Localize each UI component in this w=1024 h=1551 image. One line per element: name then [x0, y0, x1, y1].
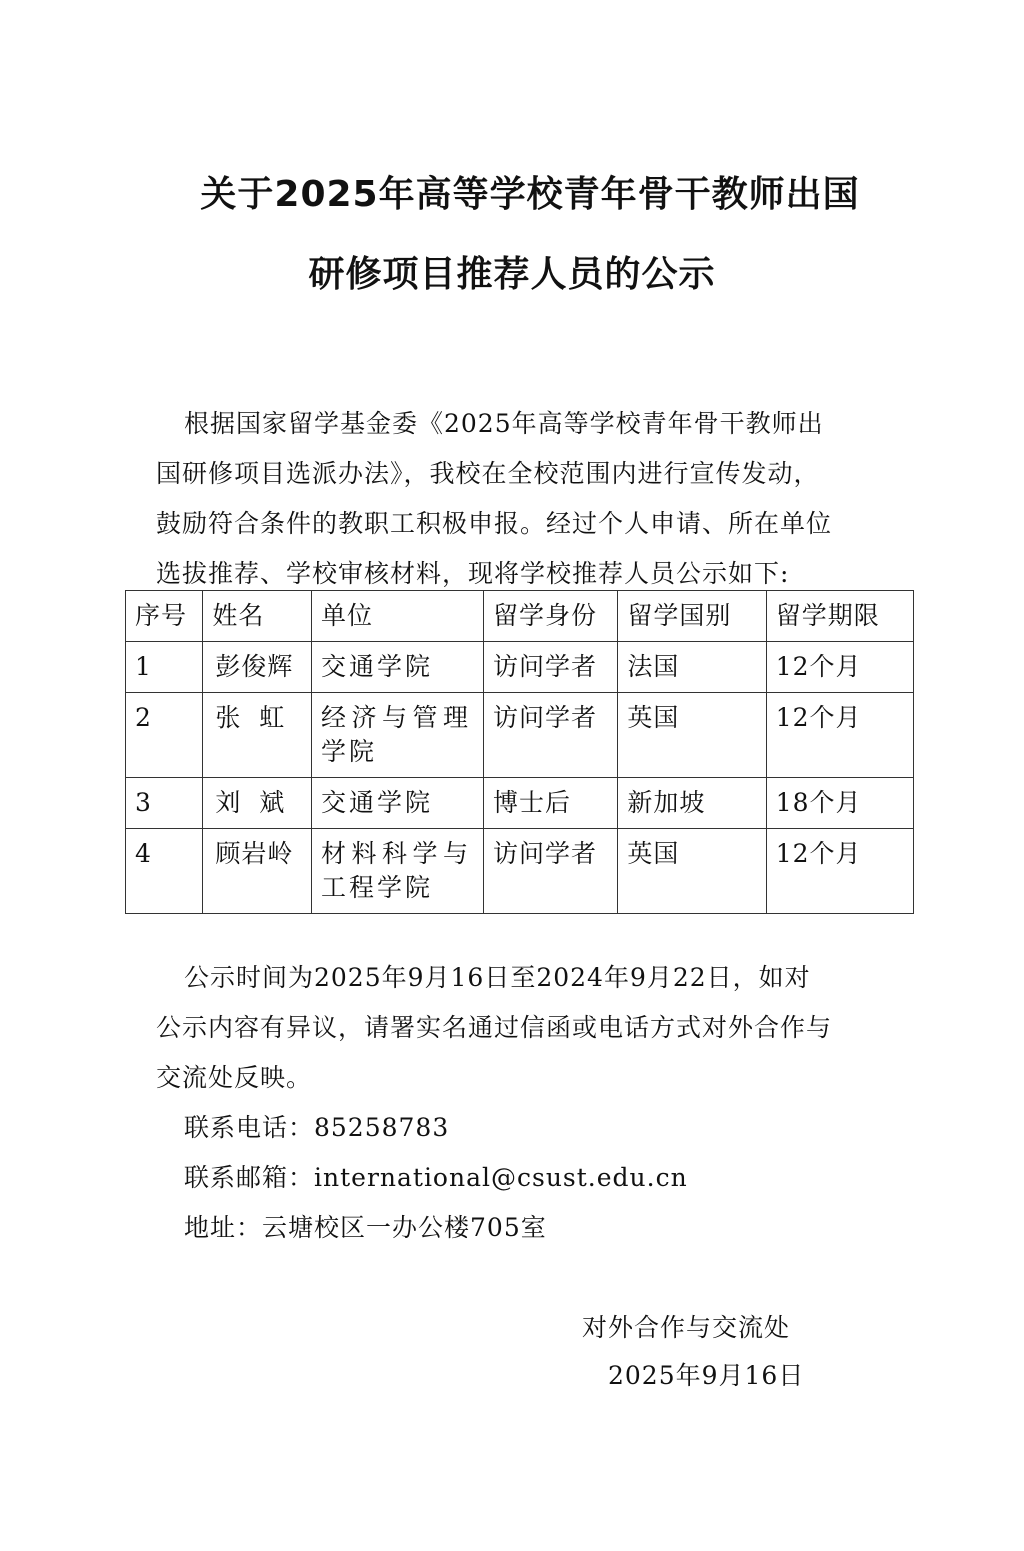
cell-unit: [311, 778, 483, 829]
notice-line-1: 公示时间为2025年9月16日至2024年9月22日，如对: [184, 963, 811, 992]
cell-country: 英国: [618, 693, 766, 778]
intro-line-1: 根据国家留学基金委《2025年高等学校青年骨干教师出: [184, 409, 824, 438]
cell-status: 访问学者: [483, 829, 617, 914]
cell-seq: 1: [126, 642, 203, 693]
table-row: [126, 693, 914, 778]
header-unit: 单位: [311, 591, 483, 642]
unit-text: 经济与管理学院: [320, 703, 471, 766]
cell-period: 12个月: [766, 642, 913, 693]
intro-line-2: 国研修项目选派办法》，我校在全校范围内进行宣传发动，: [156, 459, 820, 488]
cell-seq: 3: [126, 778, 203, 829]
signature-office: 对外合作与交流处: [582, 1313, 791, 1342]
cell-unit: [311, 642, 483, 693]
header-name: 姓名: [203, 591, 312, 642]
unit-text: 材料科学与工程学院: [320, 839, 471, 902]
table-header-row: [126, 591, 914, 642]
cell-seq: 4: [126, 829, 203, 914]
header-status: 留学身份: [483, 591, 617, 642]
intro-line-3: 鼓励符合条件的教职工积极申报。经过个人申请、所在单位: [156, 509, 833, 538]
table-row: [126, 829, 914, 914]
cell-name: 顾岩岭: [203, 829, 312, 914]
signature-date: 2025年9月16日: [608, 1361, 805, 1390]
cell-country: 法国: [618, 642, 766, 693]
cell-name: 彭俊辉: [203, 642, 312, 693]
cell-period: 12个月: [766, 693, 913, 778]
cell-period: 12个月: [766, 829, 913, 914]
notice-line-3: 交流处反映。: [156, 1063, 313, 1092]
table-row: [126, 778, 914, 829]
header-seq: 序号: [126, 591, 203, 642]
header-country: 留学国别: [618, 591, 766, 642]
document-title-line-2: 研修项目推荐人员的公示: [308, 254, 716, 295]
contact-phone: 联系电话：85258783: [184, 1113, 450, 1142]
cell-status: 博士后: [483, 778, 617, 829]
cell-unit: [311, 693, 483, 778]
cell-name: 刘 斌: [203, 778, 312, 829]
contact-email: 联系邮箱：international@csust.edu.cn: [184, 1163, 688, 1192]
header-period: 留学期限: [766, 591, 913, 642]
unit-text: 交通学院: [320, 652, 433, 681]
recommended-staff-table: [125, 590, 914, 914]
cell-period: 18个月: [766, 778, 913, 829]
cell-country: 新加坡: [618, 778, 766, 829]
intro-line-4: 选拔推荐、学校审核材料，现将学校推荐人员公示如下:: [156, 559, 790, 588]
table-row: [126, 642, 914, 693]
cell-status: 访问学者: [483, 642, 617, 693]
cell-unit: [311, 829, 483, 914]
cell-seq: 2: [126, 693, 203, 778]
cell-status: 访问学者: [483, 693, 617, 778]
notice-line-2: 公示内容有异议，请署实名通过信函或电话方式对外合作与: [156, 1013, 833, 1042]
cell-name: 张 虹: [203, 693, 312, 778]
contact-address: 地址：云塘校区一办公楼705室: [184, 1213, 547, 1242]
cell-country: 英国: [618, 829, 766, 914]
document-title-line-1: 关于2025年高等学校青年骨干教师出国: [200, 174, 860, 215]
unit-text: 交通学院: [320, 788, 433, 817]
